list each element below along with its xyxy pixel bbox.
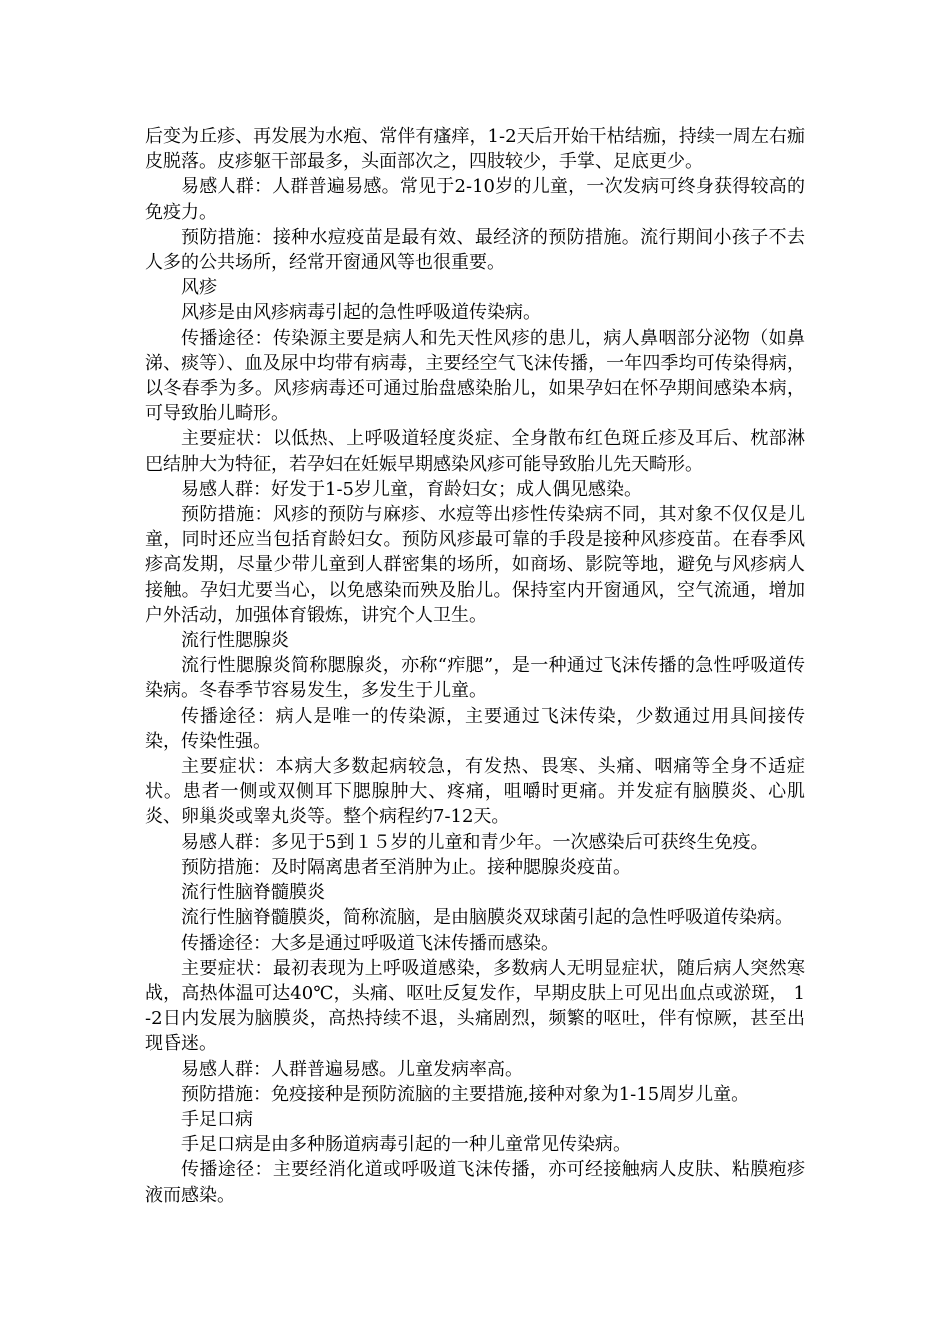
body-paragraph: 预防措施：免疫接种是预防流脑的主要措施,接种对象为1-15周岁儿童。 bbox=[181, 1083, 750, 1105]
body-paragraph: 易感人群：人群普遍易感。常见于2-10岁的儿童，一次发病可终身获得较高的免疫力。 bbox=[145, 176, 805, 223]
body-paragraph: 风疹是由风疹病毒引起的急性呼吸道传染病。 bbox=[181, 302, 541, 324]
body-paragraph: 预防措施：及时隔离患者至消肿为止。接种腮腺炎疫苗。 bbox=[181, 856, 631, 878]
body-paragraph: 预防措施：风疹的预防与麻疹、水痘等出疹性传染病不同，其对象不仅仅是儿童，同时还应当包括育龄妇女。预防风疹最可靠的手段是接种风疹疫苗。在春季风疹高发期，尽量少带儿童到人群密集的场所，如商场、影院等地，避免与风疹病人接触。孕妇尤要当心，以免感染而殃及胎儿。保持室内开窗通风，空气流通，增加户外活动，加强体育锻炼，讲究个人卫生。 bbox=[145, 504, 805, 626]
body-paragraph: 手足口病是由多种肠道病毒引起的一种儿童常见传染病。 bbox=[181, 1134, 631, 1156]
section-heading: 流行性脑脊髓膜炎 bbox=[181, 882, 325, 904]
body-paragraph: 传播途径：病人是唯一的传染源，主要通过飞沫传染，少数通过用具间接传染，传染性强。 bbox=[145, 705, 805, 752]
body-paragraph: 易感人群：好发于1-5岁儿童，育龄妇女；成人偶见感染。 bbox=[181, 478, 642, 500]
body-paragraph: 主要症状：本病大多数起病较急，有发热、畏寒、头痛、咽痛等全身不适症状。患者一侧或双侧耳下腮腺肿大、疼痛，咀嚼时更痛。并发症有脑膜炎、心肌炎、卵巢炎或睾丸炎等。整个病程约7-12天。 bbox=[145, 756, 805, 828]
body-paragraph: 后变为丘疹、再发展为水疱、常伴有瘙痒，1-2天后开始干枯结痂，持续一周左右痂皮脱落。皮疹躯干部最多，头面部次之，四肢较少，手掌、足底更少。 bbox=[145, 126, 805, 173]
body-paragraph: 流行性脑脊髓膜炎，简称流脑，是由脑膜炎双球菌引起的急性呼吸道传染病。 bbox=[181, 907, 793, 929]
body-paragraph: 主要症状：以低热、上呼吸道轻度炎症、全身散布红色斑丘疹及耳后、枕部淋巴结肿大为特征，若孕妇在妊娠早期感染风疹可能导致胎儿先天畸形。 bbox=[145, 428, 805, 475]
document-page bbox=[145, 124, 805, 1208]
section-heading: 手足口病 bbox=[181, 1108, 253, 1130]
body-paragraph: 主要症状：最初表现为上呼吸道感染，多数病人无明显症状，随后病人突然寒战，高热体温可达40℃，头痛、呕吐反复发作，早期皮肤上可见出血点或淤斑， 1-2日内发展为脑膜炎，高热持续不退，头痛剧烈，频繁的呕吐，伴有惊厥，甚至出现昏迷。 bbox=[145, 957, 805, 1055]
body-paragraph: 传播途径：主要经消化道或呼吸道飞沫传播，亦可经接触病人皮肤、粘膜疱疹液而感染。 bbox=[145, 1159, 805, 1206]
body-paragraph: 预防措施：接种水痘疫苗是最有效、最经济的预防措施。流行期间小孩子不去人多的公共场所，经常开窗通风等也很重要。 bbox=[145, 226, 805, 274]
body-paragraph: 易感人群：多见于5到１５岁的儿童和青少年。一次感染后可获终生免疫。 bbox=[181, 831, 769, 853]
section-heading: 风疹 bbox=[181, 277, 217, 299]
body-paragraph: 易感人群：人群普遍易感。儿童发病率高。 bbox=[181, 1058, 523, 1080]
body-paragraph: 传播途径：传染源主要是病人和先天性风疹的患儿，病人鼻咽部分泌物（如鼻涕、痰等）、血及尿中均带有病毒，主要经空气飞沫传播，一年四季均可传染得病，以冬春季为多。风疹病毒还可通过胎盘感染胎儿，如果孕妇在怀孕期间感染本病，可导致胎儿畸形。 bbox=[145, 327, 805, 425]
body-paragraph: 流行性腮腺炎简称腮腺炎，亦称“痄腮”，是一种通过飞沫传播的急性呼吸道传染病。冬春季节容易发生，多发生于儿童。 bbox=[145, 655, 805, 702]
section-heading: 流行性腮腺炎 bbox=[181, 630, 289, 652]
body-paragraph: 传播途径：大多是通过呼吸道飞沫传播而感染。 bbox=[181, 932, 559, 954]
